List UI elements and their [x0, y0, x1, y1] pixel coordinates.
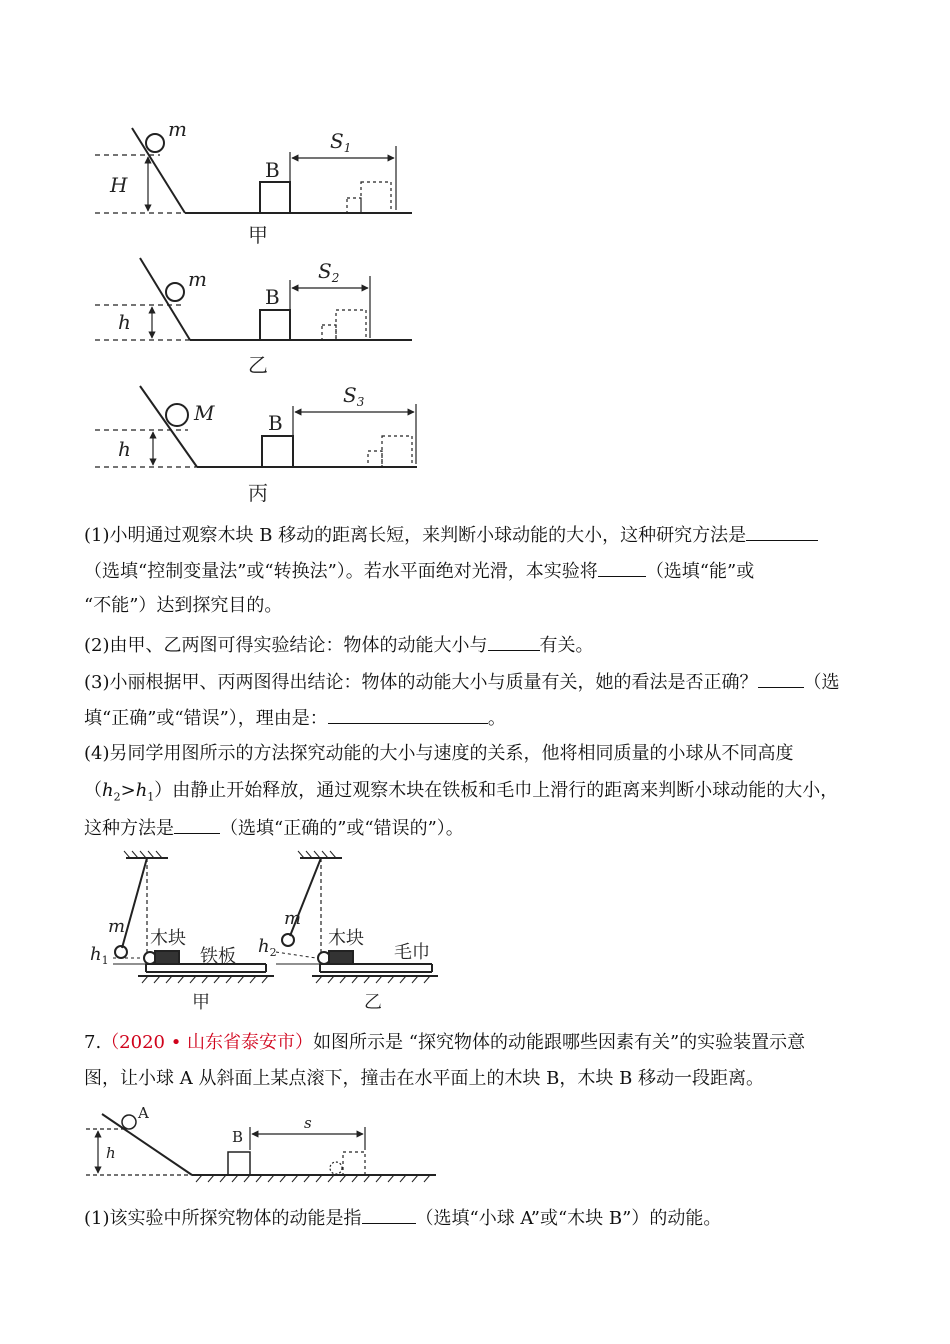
height-label: h: [106, 1144, 116, 1162]
answer-blank[interactable]: [328, 705, 488, 724]
q6-part1-line3: “不能”）达到探究目的。: [84, 595, 283, 616]
pendulum-diagrams-figure: [88, 848, 448, 1018]
answer-blank[interactable]: [746, 522, 818, 541]
mass-label: m: [168, 117, 187, 141]
q7-line1: 7.（2020 • 山东省泰安市）如图所示是 “探究物体的动能跟哪些因素有关”的实验装置示意: [84, 1032, 806, 1053]
q6-part4-line2: $(h_2>h_1)$由静止开始释放，通过观察木块在铁板和毛巾上滑行的距离来判断小球动能的大小，: [84, 780, 839, 804]
mass-label: m: [188, 267, 207, 291]
height-label: h: [118, 310, 131, 334]
q6-part3-line2: 填“正确”或“错误”），理由是： 。: [84, 705, 506, 731]
diagram-caption: 甲: [248, 223, 268, 247]
height-label: $h_2$: [258, 936, 277, 959]
distance-label: $S_2$: [318, 259, 340, 285]
mass-label: M: [194, 401, 215, 425]
height-label: H: [110, 173, 128, 197]
answer-blank[interactable]: [362, 1205, 416, 1224]
surface-label: 毛巾: [394, 942, 430, 963]
block-label: 木块: [150, 928, 186, 949]
diagram-caption: 乙: [248, 353, 268, 377]
block-label: B: [265, 285, 280, 309]
answer-blank[interactable]: [758, 669, 804, 688]
diagram-caption: 丙: [248, 481, 268, 505]
diagram-yi: [95, 258, 412, 340]
diagram-caption: 甲: [192, 992, 210, 1013]
q7-part1: (1)该实验中所探究物体的动能是指 （选填“小球 A”或“木块 B”）的动能。: [84, 1205, 721, 1231]
answer-blank[interactable]: [488, 632, 540, 651]
mass-label: m: [108, 916, 126, 937]
ball-label: A: [138, 1104, 149, 1122]
block-label: 木块: [328, 928, 364, 949]
distance-label: s: [304, 1114, 312, 1132]
distance-label: $S_3$: [343, 383, 365, 409]
surface-label: 铁板: [200, 946, 236, 967]
q6-part2: (2)由甲、乙两图可得实验结论：物体的动能大小与 有关。: [84, 632, 594, 658]
q6-part4-line3: 这种方法是 （选填“正确的”或“错误的”）。: [84, 815, 464, 841]
block-label: B: [265, 158, 280, 182]
question-source: （2020 • 山东省泰安市）: [101, 1032, 314, 1053]
block-label: B: [232, 1128, 244, 1146]
answer-blank[interactable]: [174, 815, 220, 834]
q6-part3-line1: (3)小丽根据甲、丙两图得出结论：物体的动能大小与质量有关，她的看法是否正确？ （选: [84, 669, 840, 695]
block-label: B: [268, 411, 283, 435]
height-label: $h_1$: [90, 944, 109, 967]
question-number: 7.: [84, 1032, 102, 1053]
diagram-jia: [95, 128, 412, 213]
diagram-bing: [95, 386, 417, 467]
q6-part1-line2: （选填“控制变量法”或“转换法”）。若水平面绝对光滑，本实验将 （选填“能”或: [84, 558, 754, 584]
mass-label: m: [284, 908, 302, 929]
distance-label: $S_1$: [330, 129, 352, 155]
incline-ball-a-figure: [84, 1102, 444, 1192]
diagram-caption: 乙: [364, 992, 382, 1013]
height-label: h: [118, 437, 131, 461]
q7-line2: 图，让小球 A 从斜面上某点滚下，撞击在水平面上的木块 B，木块 B 移动一段距离。: [84, 1068, 765, 1089]
q6-part4-line1: (4)另同学用图所示的方法探究动能的大小与速度的关系，他将相同质量的小球从不同高度: [84, 743, 794, 764]
incline-diagrams-figure: [90, 110, 430, 510]
pendulum-jia: [113, 851, 274, 983]
q6-part1-line1: (1)小明通过观察木块 B 移动的距离长短，来判断小球动能的大小，这种研究方法是: [84, 522, 818, 548]
answer-blank[interactable]: [598, 558, 646, 577]
